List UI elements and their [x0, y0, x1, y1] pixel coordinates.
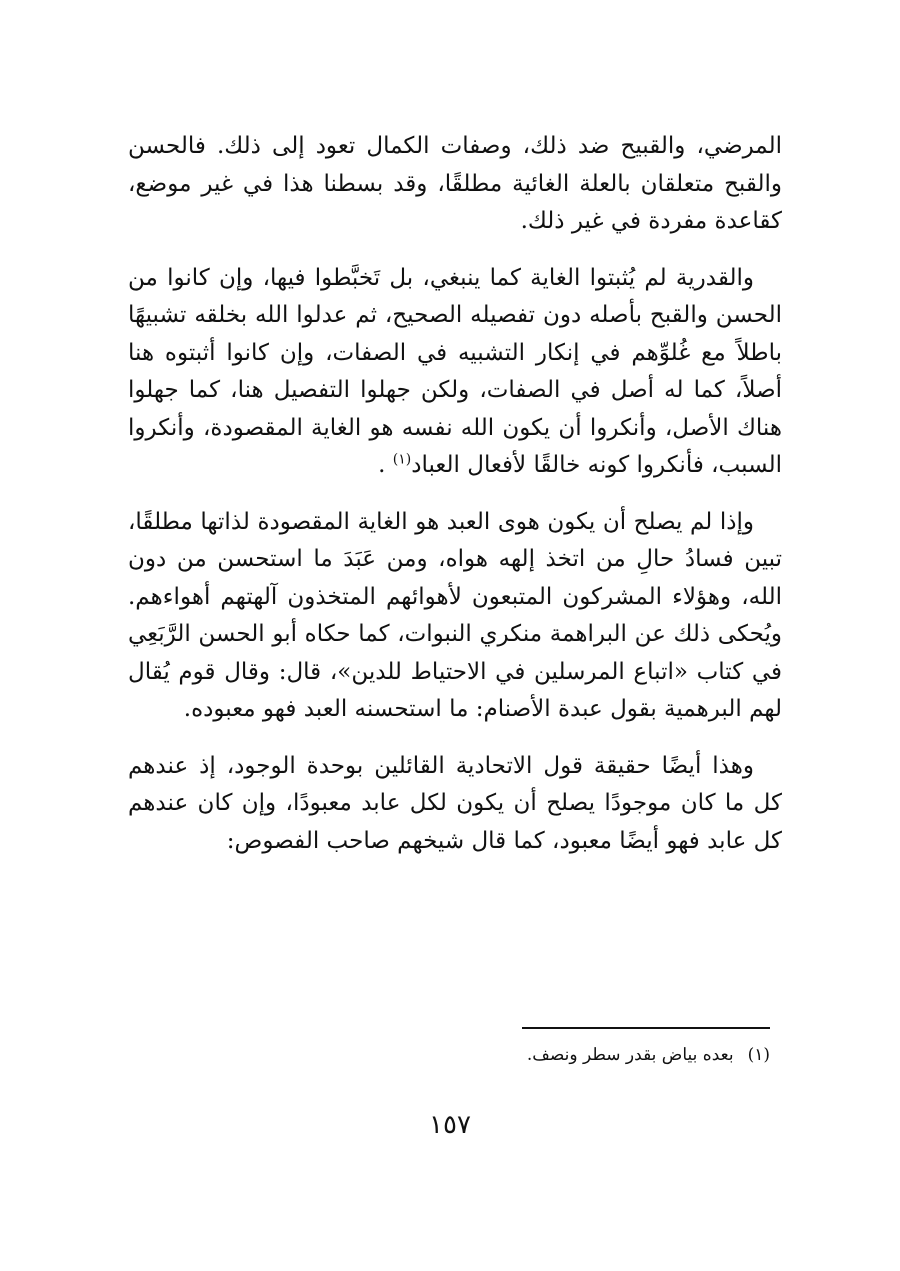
- paragraph-4: وهذا أيضًا حقيقة قول الاتحادية القائلين بوحدة الوجود، إذ عندهم كل ما كان موجودًا يصلح أن يكون لكل عابد معبودًا، وإن كان عندهم كل عابد فهو أيضًا معبود، كما قال شيخهم صاحب الفصوص:: [128, 752, 782, 854]
- footnote: [128, 1040, 770, 1070]
- paragraph-2-text: والقدرية لم يُثبتوا الغاية كما ينبغي، بل تَخبَّطوا فيها، وإن كانوا من الحسن والقبح بأصله دون تفصيله الصحيح، ثم عدلوا الله بخلقه تشبيهًا باطلاً مع غُلوِّهم في إنكار التشبيه في الصفات، وإن كانوا أثبتوه هنا أصلاً، كما له أصل في الصفات، ولكن جهلوا التفصيل هنا، كما جهلوا هناك الأصل، وأنكروا أن يكون الله نفسه هو الغاية المقصودة، وأنكروا السبب، فأنكروا كونه خالقًا لأفعال العباد: [128, 264, 782, 478]
- footnote-number: (١): [747, 1045, 770, 1065]
- footnote-text: بعده بياض بقدر سطر ونصف.: [526, 1045, 734, 1065]
- paragraph-2-end: .: [378, 452, 386, 478]
- footnote-reference: (١): [392, 451, 412, 468]
- paragraph-3: وإذا لم يصلح أن يكون هوى العبد هو الغاية المقصودة لذاتها مطلقًا، تبين فسادُ حالِ من اتخذ إلهه هواه، ومن عَبَدَ ما استحسن من دون الله، وهؤلاء المشركون المتبعون لأهوائهم المتخذون آلهتهم أهواءهم. ويُحكى ذلك عن البراهمة منكري النبوات، كما حكاه أبو الحسن الرَّبَعِي في كتاب «اتباع المرسلين في الاحتياط للدين»، قال: وقال قوم يُقال لهم البرهمية بقول عبدة الأصنام: ما استحسنه العبد فهو معبوده.: [128, 508, 782, 722]
- footnote-divider: [522, 1027, 770, 1029]
- paragraph-1: المرضي، والقبيح ضد ذلك، وصفات الكمال تعود إلى ذلك. فالحسن والقبح متعلقان بالعلة الغائية مطلقًا، وقد بسطنا هذا في غير موضع، كقاعدة مفردة في غير ذلك.: [128, 133, 782, 234]
- page-number: ١٥٧: [429, 1110, 471, 1140]
- body-text: [128, 128, 782, 879]
- paragraph-2: [128, 260, 782, 485]
